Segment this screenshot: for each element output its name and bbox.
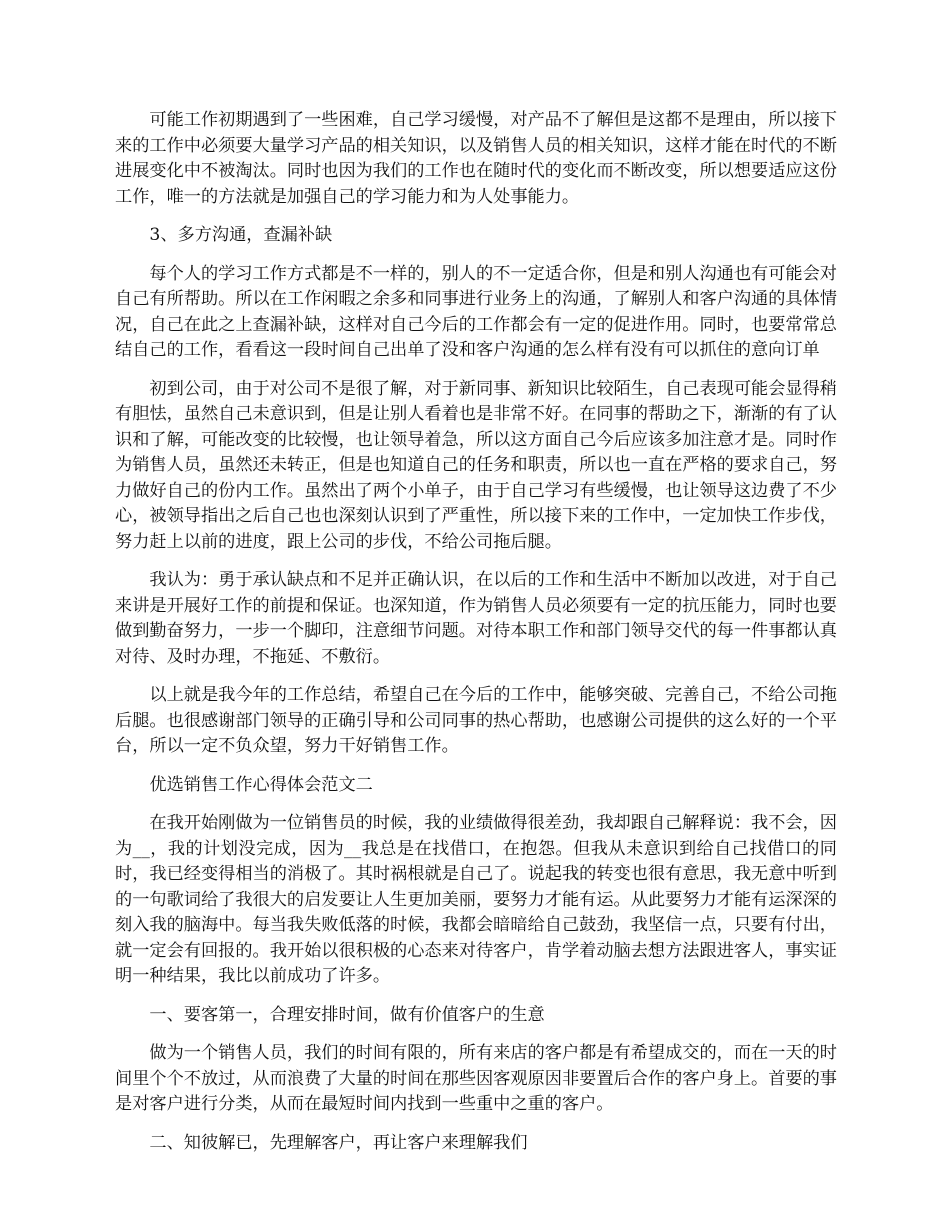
paragraph-time-management: 做为一个销售人员，我们的时间有限的，所有来店的客户都是有希望成交的，而在一天的时间里个个不放过，从而浪费了大量的时间在那些因客观原因非要置后合作的客户身上。首要的事是对客户进行分类，从而在最短时间内找到一些重中之重的客户。 bbox=[115, 1043, 837, 1114]
section-heading-understand-customer: 二、知彼解已，先理解客户，再让客户来理解我们 bbox=[149, 1132, 528, 1153]
paragraph-self-reflection: 我认为：勇于承认缺点和不足并正确认识，在以后的工作和生活中不断加以改进，对于自己来讲是开展好工作的前提和保证。也深知道，作为销售人员必须要有一定的抗压能力，同时也要做到勤奋努力，一步一个脚印，注意细节问题。对待本职工作和部门领导交代的每一件事都认真对待、及时办理，不拖延、不敷衍。 bbox=[115, 570, 837, 667]
section-heading-communication: 3、多方沟通，查漏补缺 bbox=[149, 225, 333, 245]
section-heading-customer-first: 一、要客第一，合理安排时间，做有价值客户的生意 bbox=[149, 1004, 545, 1025]
article-title-two: 优选销售工作心得体会范文二 bbox=[149, 774, 373, 795]
document-page bbox=[115, 108, 837, 1169]
paragraph-learning: 可能工作初期遇到了一些困难，自己学习缓慢，对产品不了解但是这都不是理由，所以接下来的工作中必须要大量学习产品的相关知识，以及销售人员的相关知识，这样才能在时代的不断进展变化中不被淘汰。同时也因为我们的工作也在随时代的变化而不断改变，所以想要适应这份工作，唯一的方法就是加强自己的学习能力和为人处事能力。 bbox=[115, 110, 837, 207]
paragraph-communication: 每个人的学习工作方式都是不一样的，别人的不一定适合你，但是和别人沟通也有可能会对自己有所帮助。所以在工作闲暇之余多和同事进行业务上的沟通，了解别人和客户沟通的具体情况，自己在此之上查漏补缺，这样对自己今后的工作都会有一定的促进作用。同时，也要常常总结自己的工作，看看这一段时间自己出单了没和客户沟通的怎么样有没有可以抓住的意向订单 bbox=[115, 263, 837, 360]
paragraph-summary: 以上就是我今年的工作总结，希望自己在今后的工作中，能够突破、完善自己，不给公司拖后腿。也很感谢部门领导的正确引导和公司同事的热心帮助，也感谢公司提供的这么好的一个平台，所以一定不负众望，努力干好销售工作。 bbox=[115, 685, 837, 756]
paragraph-attitude: 在我开始刚做为一位销售员的时候，我的业绩做得很差劲，我却跟自己解释说：我不会，因为__，我的计划没完成，因为__我总是在找借口，在抱怨。但我从未意识到给自己找借口的同时，我已经变得相当的消极了。其时祸根就是自己了。说起我的转变也很有意思，我无意中听到的一句歌词给了我很大的启发要让人生更加美丽，要努力才能有运。从此要努力才能有运深深的刻入我的脑海中。每当我失败低落的时候，我都会暗暗给自己鼓劲，我坚信一点，只要有付出，就一定会有回报的。我开始以很积极的心态来对待客户，肯学着动脑去想方法跟进客人，事实证明一种结果，我比以前成功了许多。 bbox=[115, 813, 837, 986]
paragraph-new-employee: 初到公司，由于对公司不是很了解，对于新同事、新知识比较陌生，自己表现可能会显得稍有胆怯，虽然自己未意识到，但是让别人看着也是非常不好。在同事的帮助之下，渐渐的有了认识和了解，可能改变的比较慢，也让领导着急，所以这方面自己今后应该多加注意才是。同时作为销售人员，虽然还未转正，但是也知道自己的任务和职责，所以也一直在严格的要求自己，努力做好自己的份内工作。虽然出了两个小单子，由于自己学习有些缓慢，也让领导这边费了不少心，被领导指出之后自己也也深刻认识到了严重性，所以接下来的工作中，一定加快工作步伐，努力赶上以前的进度，跟上公司的步伐，不给公司拖后腿。 bbox=[115, 378, 837, 552]
